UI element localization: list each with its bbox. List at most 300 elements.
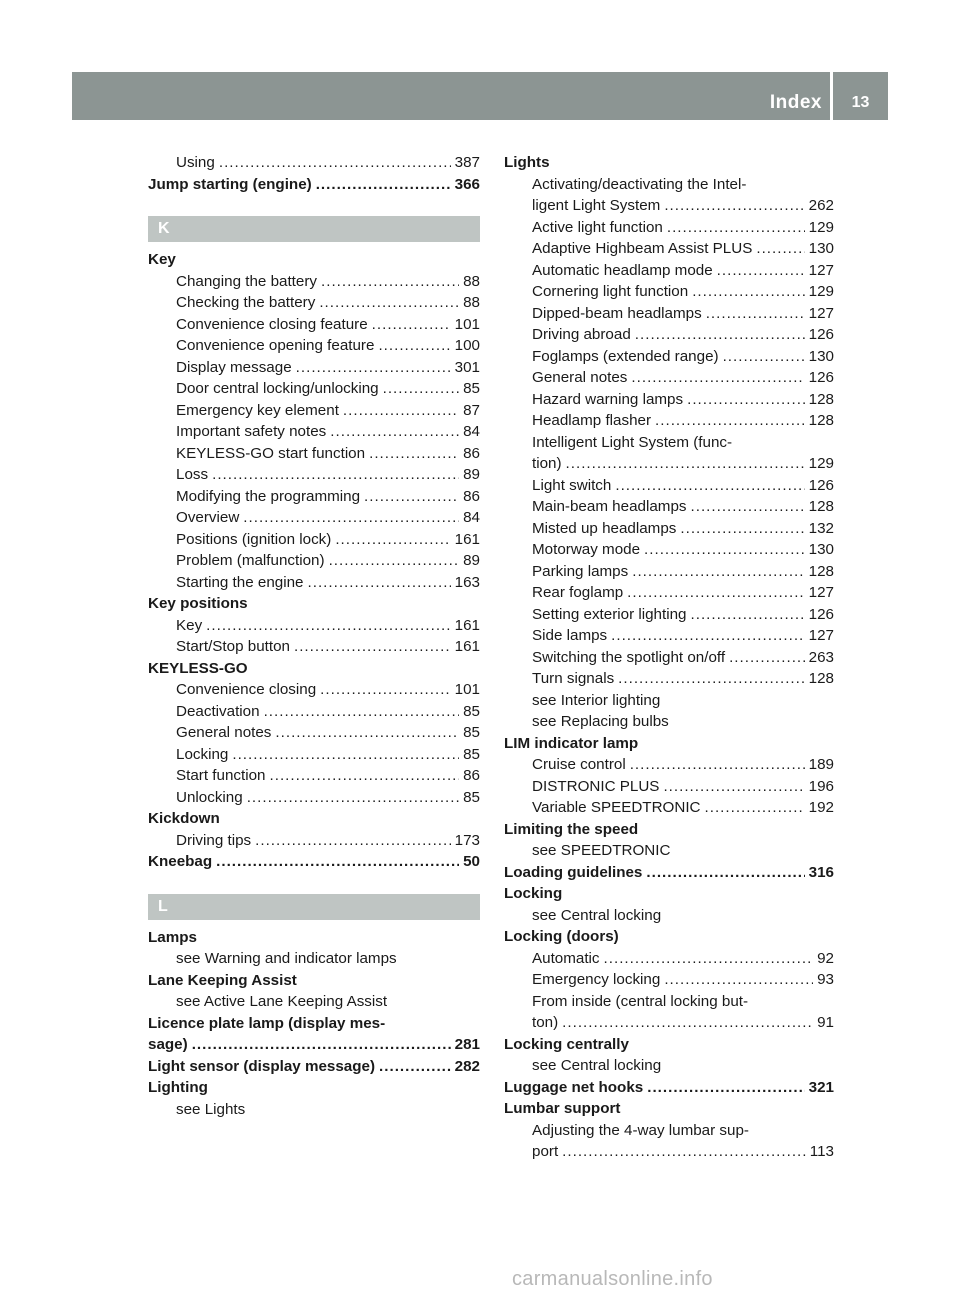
dot-leader	[275, 722, 459, 744]
entry-page-number: 281	[454, 1036, 480, 1053]
index-entry	[148, 486, 480, 508]
header-bar	[72, 72, 888, 120]
entry-text: Variable SPEEDTRONIC	[532, 799, 701, 816]
entry-text: Cornering light function	[532, 283, 689, 300]
entry-page-number: 113	[809, 1143, 834, 1160]
entry-text: see Replacing bulbs	[532, 713, 669, 730]
dot-leader	[691, 604, 805, 626]
section-header-l: L	[148, 894, 480, 920]
entry-text: port	[532, 1143, 559, 1160]
index-entry	[504, 174, 834, 196]
index-entry	[148, 249, 480, 271]
entry-text: General notes	[532, 369, 628, 386]
entry-page-number: 128	[808, 670, 834, 687]
entry-page-number: 387	[454, 154, 480, 171]
entry-list-k	[148, 249, 480, 873]
entry-page-number: 89	[463, 466, 480, 483]
dot-leader	[635, 324, 805, 346]
entry-text: General notes	[176, 724, 272, 741]
index-entry	[504, 324, 834, 346]
entry-text: Kneebag	[148, 853, 213, 870]
index-entry	[504, 690, 834, 712]
index-entry	[504, 840, 834, 862]
dot-leader	[646, 862, 804, 884]
entry-page-number: 92	[817, 949, 834, 967]
index-entry	[504, 1055, 834, 1077]
entry-text: Key positions	[148, 595, 248, 612]
entry-text: ligent Light System	[532, 197, 661, 214]
entry-text: Cruise control	[532, 756, 626, 773]
entry-text: Foglamps (extended range)	[532, 347, 719, 365]
dot-leader	[566, 453, 805, 475]
dot-leader	[647, 1077, 804, 1099]
entry-page-number: 173	[454, 831, 480, 849]
index-entry	[148, 529, 480, 551]
entry-list-top	[148, 152, 480, 195]
index-entry	[504, 561, 834, 583]
index-entry	[148, 1077, 480, 1099]
entry-page-number: 93	[817, 971, 834, 988]
entry-text: LIM indicator lamp	[504, 734, 639, 752]
index-entry	[504, 496, 834, 518]
dot-leader	[627, 582, 804, 604]
index-entry	[148, 507, 480, 529]
entry-text: Positions (ignition lock)	[176, 530, 332, 548]
entry-text: Luggage net hooks	[504, 1078, 644, 1096]
index-entry	[504, 238, 834, 260]
entry-text: Lane Keeping Assist	[148, 971, 297, 989]
entry-text: Deactivation	[176, 702, 260, 720]
index-entry	[504, 905, 834, 927]
index-entry	[148, 722, 480, 744]
index-entry	[148, 1013, 480, 1035]
entry-text: Kickdown	[148, 810, 220, 827]
index-entry	[504, 389, 834, 411]
entry-page-number: 87	[463, 401, 480, 419]
index-column-left	[148, 152, 480, 1120]
dot-leader	[335, 529, 450, 551]
entry-list-right	[504, 152, 834, 1163]
entry-text: Emergency locking	[532, 971, 661, 988]
index-entry	[504, 733, 834, 755]
dot-leader	[330, 421, 459, 443]
index-entry	[148, 927, 480, 949]
entry-text: Automatic	[532, 949, 600, 967]
entry-page-number: 86	[463, 487, 480, 505]
entry-text: Intelligent Light System (func-	[532, 433, 733, 451]
index-entry	[504, 582, 834, 604]
entry-page-number: 85	[463, 702, 480, 720]
entry-text: Activating/deactivating the Intel-	[532, 175, 747, 193]
entry-text: Motorway mode	[532, 541, 641, 558]
index-entry	[504, 539, 834, 561]
index-entry	[148, 830, 480, 852]
entry-text: Driving tips	[176, 831, 252, 849]
entry-text: Locking	[504, 885, 563, 902]
entry-text: Locking	[176, 745, 229, 763]
index-entry	[148, 851, 480, 873]
entry-page-number: 85	[463, 380, 480, 397]
dot-leader	[644, 539, 805, 561]
dot-leader	[192, 1034, 451, 1056]
entry-page-number: 128	[808, 412, 834, 429]
entry-text: see Lights	[176, 1100, 246, 1118]
index-entry	[148, 271, 480, 293]
entry-text: Using	[176, 154, 215, 171]
index-entry	[504, 711, 834, 733]
index-entry	[148, 174, 480, 196]
entry-text: Loss	[176, 466, 209, 483]
index-entry	[148, 400, 480, 422]
index-entry	[148, 1056, 480, 1078]
index-entry	[504, 1120, 834, 1142]
entry-text: Dipped-beam headlamps	[532, 304, 702, 322]
entry-page-number: 127	[808, 261, 834, 279]
entry-text: Turn signals	[532, 670, 615, 687]
entry-page-number: 101	[454, 315, 480, 333]
index-entry	[504, 948, 834, 970]
entry-text: see Warning and indicator lamps	[176, 950, 397, 967]
index-entry	[504, 152, 834, 174]
entry-page-number: 161	[454, 638, 480, 655]
dot-leader	[692, 281, 804, 303]
entry-text: Main-beam headlamps	[532, 498, 687, 515]
entry-text: Key	[176, 616, 203, 634]
entry-page-number: 85	[463, 788, 480, 806]
index-entry	[148, 550, 480, 572]
entry-text: Problem (malfunction)	[176, 552, 325, 569]
entry-text: Important safety notes	[176, 423, 327, 440]
entry-text: Convenience closing feature	[176, 315, 368, 333]
entry-text: Convenience closing	[176, 681, 317, 698]
index-entry	[504, 346, 834, 368]
entry-page-number: 89	[463, 552, 480, 569]
index-entry	[504, 819, 834, 841]
dot-leader	[308, 572, 451, 594]
entry-page-number: 127	[808, 304, 834, 322]
dot-leader	[364, 486, 459, 508]
entry-text: see Active Lane Keeping Assist	[176, 993, 388, 1010]
dot-leader	[717, 260, 805, 282]
entry-text: Lamps	[148, 928, 197, 946]
dot-leader	[212, 464, 459, 486]
entry-page-number: 366	[454, 175, 480, 193]
index-entry	[504, 926, 834, 948]
dot-leader	[631, 367, 804, 389]
index-entry	[148, 421, 480, 443]
index-entry	[148, 744, 480, 766]
index-entry	[504, 260, 834, 282]
dot-leader	[321, 271, 459, 293]
entry-page-number: 128	[808, 498, 834, 515]
entry-page-number: 282	[454, 1057, 480, 1075]
entry-text: Changing the battery	[176, 272, 318, 290]
entry-text: Overview	[176, 509, 240, 526]
dot-leader	[294, 636, 451, 658]
entry-page-number: 126	[808, 605, 834, 623]
dot-leader	[562, 1141, 806, 1163]
entry-text: see SPEEDTRONIC	[532, 842, 671, 859]
entry-page-number: 132	[808, 519, 834, 537]
index-entry	[504, 410, 834, 432]
entry-page-number: 129	[808, 455, 834, 472]
entry-page-number: 130	[808, 541, 834, 558]
index-entry	[148, 765, 480, 787]
dot-leader	[664, 969, 813, 991]
entry-page-number: 321	[808, 1078, 834, 1096]
index-entry	[504, 195, 834, 217]
entry-text: Start/Stop button	[176, 638, 290, 655]
dot-leader	[243, 507, 459, 529]
entry-page-number: 189	[808, 756, 834, 773]
index-column-right	[504, 152, 834, 1163]
dot-leader	[663, 776, 804, 798]
dot-leader	[383, 378, 459, 400]
entry-text: Key	[148, 251, 176, 268]
watermark: carmanualsonline.info	[512, 1268, 713, 1290]
entry-text: see Central locking	[532, 1057, 662, 1074]
index-entry	[148, 808, 480, 830]
entry-text: Side lamps	[532, 627, 608, 644]
index-entry	[148, 1099, 480, 1121]
entry-list-l	[148, 927, 480, 1121]
entry-text: Jump starting (engine)	[148, 175, 312, 193]
entry-page-number: 192	[808, 799, 834, 816]
index-entry	[504, 604, 834, 626]
index-entry	[148, 948, 480, 970]
dot-leader	[723, 346, 805, 368]
entry-text: Switching the spotlight on/off	[532, 648, 726, 666]
entry-page-number: 129	[808, 283, 834, 300]
dot-leader	[296, 357, 451, 379]
entry-page-number: 262	[808, 197, 834, 214]
index-entry	[148, 701, 480, 723]
dot-leader	[618, 668, 804, 690]
dot-leader	[562, 1012, 813, 1034]
index-entry	[504, 625, 834, 647]
entry-text: see Interior lighting	[532, 691, 661, 709]
index-entry	[148, 679, 480, 701]
dot-leader	[378, 335, 450, 357]
index-entry	[148, 1034, 480, 1056]
dot-leader	[329, 550, 460, 572]
entry-text: tion)	[532, 455, 562, 472]
entry-text: Locking (doors)	[504, 928, 619, 945]
index-entry	[504, 1098, 834, 1120]
index-entry	[504, 217, 834, 239]
entry-text: Active light function	[532, 218, 663, 236]
entry-text: Adjusting the 4-way lumbar sup-	[532, 1121, 749, 1139]
entry-text: Adaptive Highbeam Assist PLUS	[532, 240, 753, 257]
entry-text: Automatic headlamp mode	[532, 261, 713, 279]
index-entry	[504, 797, 834, 819]
index-entry	[504, 281, 834, 303]
dot-leader	[316, 174, 451, 196]
entry-page-number: 161	[454, 530, 480, 548]
dot-leader	[369, 443, 459, 465]
section-header-k: K	[148, 216, 480, 242]
page-number: 13	[851, 94, 870, 111]
index-entry	[504, 1141, 834, 1163]
dot-leader	[232, 744, 459, 766]
entry-text: Light switch	[532, 476, 612, 494]
entry-page-number: 50	[463, 853, 480, 870]
entry-page-number: 86	[463, 444, 480, 462]
entry-text: Display message	[176, 358, 292, 376]
entry-page-number: 126	[808, 369, 834, 386]
dot-leader	[206, 615, 450, 637]
dot-leader	[255, 830, 451, 852]
entry-page-number: 91	[817, 1014, 834, 1031]
index-entry	[504, 453, 834, 475]
entry-page-number: 88	[463, 294, 480, 311]
entry-page-number: 85	[463, 745, 480, 763]
entry-text: Headlamp flasher	[532, 412, 652, 429]
dot-leader	[216, 851, 459, 873]
index-entry	[148, 593, 480, 615]
entry-page-number: 130	[808, 347, 834, 365]
dot-leader	[691, 496, 805, 518]
entry-page-number: 84	[463, 423, 480, 440]
index-entry	[148, 464, 480, 486]
entry-text: Parking lamps	[532, 562, 629, 580]
dot-leader	[604, 948, 814, 970]
entry-text: Driving abroad	[532, 326, 631, 343]
entry-text: KEYLESS-GO	[148, 659, 248, 677]
index-entry	[148, 292, 480, 314]
entry-page-number: 86	[463, 767, 480, 784]
index-entry	[504, 776, 834, 798]
dot-leader	[219, 152, 451, 174]
dot-leader	[320, 679, 451, 701]
dot-leader	[630, 754, 805, 776]
index-entry	[504, 1077, 834, 1099]
entry-text: Unlocking	[176, 788, 243, 806]
index-entry	[148, 787, 480, 809]
index-entry	[504, 969, 834, 991]
index-entry	[148, 378, 480, 400]
index-entry	[148, 357, 480, 379]
entry-page-number: 263	[808, 648, 834, 666]
entry-page-number: 301	[454, 358, 480, 376]
index-entry	[504, 475, 834, 497]
entry-text: Limiting the speed	[504, 820, 639, 838]
index-entry	[504, 668, 834, 690]
dot-leader	[343, 400, 459, 422]
index-entry	[504, 991, 834, 1013]
section-title: Index	[769, 92, 822, 113]
dot-leader	[729, 647, 805, 669]
dot-leader	[687, 389, 805, 411]
dot-leader	[680, 518, 804, 540]
entry-page-number: 85	[463, 724, 480, 741]
dot-leader	[264, 701, 460, 723]
dot-leader	[247, 787, 459, 809]
entry-text: Hazard warning lamps	[532, 390, 684, 408]
index-entry	[504, 1012, 834, 1034]
entry-text: Lighting	[148, 1079, 208, 1096]
dot-leader	[372, 314, 451, 336]
dot-leader	[611, 625, 805, 647]
index-entry	[504, 862, 834, 884]
entry-text: Misted up headlamps	[532, 519, 677, 537]
dot-leader	[705, 797, 805, 819]
entry-text: sage)	[148, 1036, 188, 1053]
index-entry	[148, 970, 480, 992]
entry-text: Locking centrally	[504, 1035, 629, 1053]
index-entry	[148, 658, 480, 680]
entry-page-number: 126	[808, 476, 834, 494]
entry-page-number: 196	[808, 777, 834, 795]
entry-text: KEYLESS-GO start function	[176, 444, 366, 462]
index-entry	[504, 367, 834, 389]
index-entry	[148, 335, 480, 357]
dot-leader	[615, 475, 804, 497]
entry-page-number: 163	[454, 573, 480, 591]
entry-page-number: 127	[808, 584, 834, 601]
index-entry	[148, 991, 480, 1013]
dot-leader	[632, 561, 804, 583]
entry-text: see Central locking	[532, 906, 662, 924]
entry-page-number: 84	[463, 509, 480, 526]
entry-text: Door central locking/unlocking	[176, 380, 379, 397]
entry-text: Modifying the programming	[176, 487, 361, 505]
entry-text: Starting the engine	[176, 573, 304, 591]
index-entry	[148, 615, 480, 637]
entry-page-number: 88	[463, 272, 480, 290]
dot-leader	[706, 303, 805, 325]
index-entry	[148, 572, 480, 594]
entry-page-number: 161	[454, 616, 480, 634]
index-entry	[504, 883, 834, 905]
entry-text: Convenience opening feature	[176, 337, 375, 354]
entry-page-number: 126	[808, 326, 834, 343]
dot-leader	[379, 1056, 451, 1078]
index-entry	[504, 432, 834, 454]
index-entry	[504, 303, 834, 325]
entry-text: Rear foglamp	[532, 584, 624, 601]
entry-text: DISTRONIC PLUS	[532, 777, 660, 795]
entry-page-number: 128	[808, 390, 834, 408]
index-entry	[504, 518, 834, 540]
entry-page-number: 129	[808, 218, 834, 236]
entry-text: Lumbar support	[504, 1100, 621, 1117]
index-entry	[504, 647, 834, 669]
entry-text: Setting exterior lighting	[532, 605, 687, 623]
entry-text: From inside (central locking but-	[532, 992, 749, 1010]
dot-leader	[756, 238, 804, 260]
entry-text: Licence plate lamp (display mes-	[148, 1014, 386, 1032]
index-entry	[148, 152, 480, 174]
entry-text: Checking the battery	[176, 294, 316, 311]
index-entry	[504, 754, 834, 776]
entry-page-number: 128	[808, 562, 834, 580]
entry-page-number: 127	[808, 627, 834, 644]
entry-text: Lights	[504, 154, 550, 171]
entry-page-number: 100	[454, 337, 480, 354]
entry-text: Start function	[176, 767, 266, 784]
dot-leader	[664, 195, 804, 217]
index-entry	[504, 1034, 834, 1056]
entry-page-number: 130	[808, 240, 834, 257]
entry-text: Emergency key element	[176, 401, 339, 419]
dot-leader	[319, 292, 459, 314]
index-entry	[148, 443, 480, 465]
dot-leader	[270, 765, 460, 787]
entry-text: ton)	[532, 1014, 559, 1031]
dot-leader	[667, 217, 805, 239]
index-entry	[148, 314, 480, 336]
